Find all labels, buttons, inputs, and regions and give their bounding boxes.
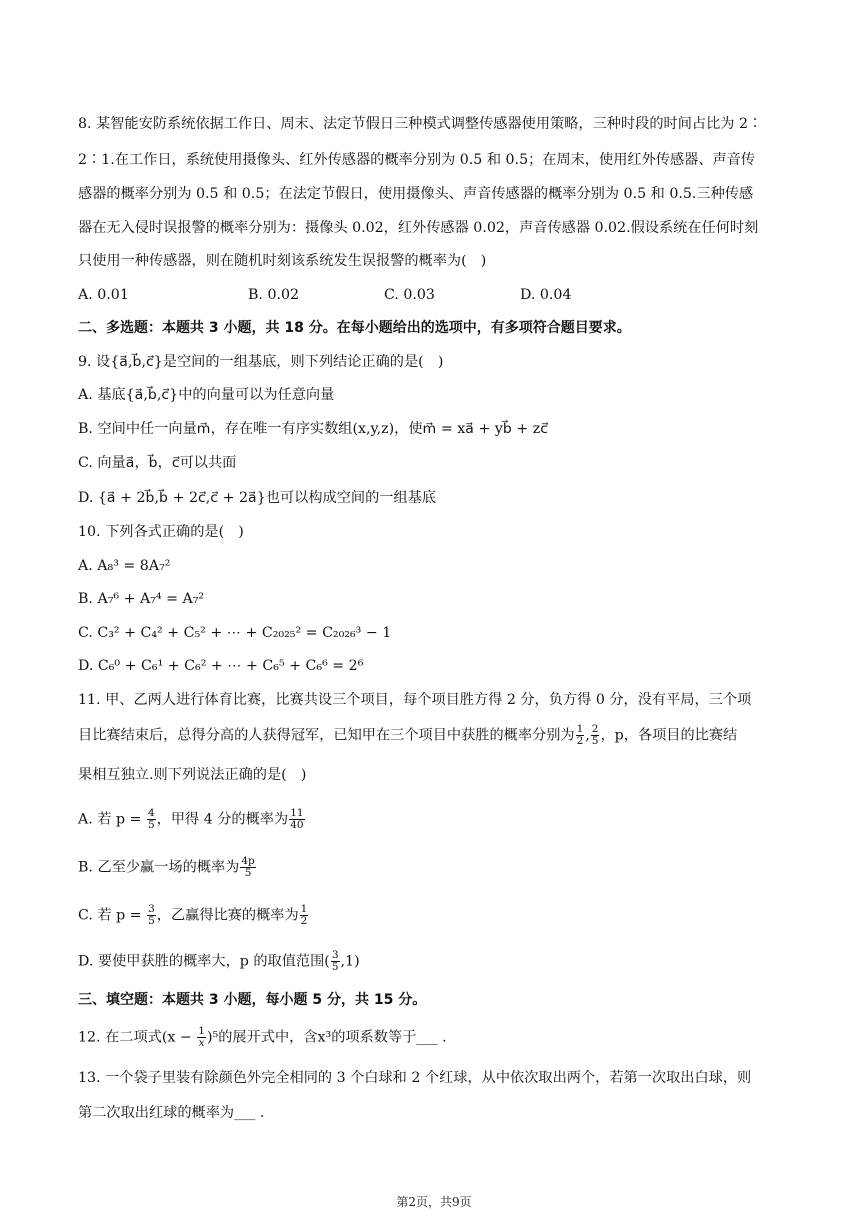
fraction-numerator: 2 xyxy=(591,723,599,735)
fraction-numerator: 11 xyxy=(290,807,304,819)
fraction-numerator: 4p xyxy=(241,855,255,867)
q9-option-d: D. {a⃗ + 2b⃗,b⃗ + 2c⃗,c⃗ + 2a⃗}也可以构成空间的一组基底 xyxy=(78,490,437,506)
q11-option-c-text: C. 若 p = xyxy=(78,907,147,924)
q11-option-a-text: A. 若 p = xyxy=(78,811,146,828)
fraction-numerator: 1 xyxy=(198,1025,205,1037)
section-3-heading: 三、填空题：本题共 3 小题，每小题 5 分，共 15 分。 xyxy=(78,992,427,1008)
fraction-denominator: x xyxy=(198,1037,205,1049)
q10-option-c: C. C₃² + C₄² + C₅² + ⋯ + C₂₀₂₅² = C₂₀₂₆³ − 1 xyxy=(78,625,392,641)
q10-option-a: A. A₈³ = 8A₇² xyxy=(78,558,171,574)
fraction-denominator: 5 xyxy=(591,735,599,747)
fraction-denominator: 2 xyxy=(576,735,584,747)
q8-line-5: 只使用一种传感器，则在随机时刻该系统发生误报警的概率为( ) xyxy=(78,253,487,269)
q11-option-d-tail: ,1) xyxy=(340,953,360,970)
q11-option-d-text: D. 要使甲获胜的概率大，p 的取值范围( xyxy=(78,953,330,970)
q13-line-2: 第二次取出红球的概率为___ . xyxy=(78,1105,265,1121)
fraction-denominator: 5 xyxy=(244,867,252,879)
fraction-one-half-c xyxy=(300,904,309,927)
fraction-numerator: 3 xyxy=(148,903,155,915)
fraction-denominator: 2 xyxy=(300,915,308,927)
q8-option-a: A. 0.01 xyxy=(78,287,129,303)
q11-line-2: 目比赛结束后，总得分高的人获得冠军，已知甲在三个项目中获胜的概率分别为 $\frac{1}{2}$ , $\frac{2}{5}$ ，p，各项目的比赛结 xyxy=(78,723,738,747)
fraction-numerator: 4 xyxy=(147,807,155,819)
q8-line-3: 感器的概率分别为 0.5 和 0.5；在法定节假日，使用摄像头、声音传感器的概率分别为 0.5 和 0.5.三种传感 xyxy=(78,186,754,202)
q11-option-b-text: B. 乙至少赢一场的概率为 xyxy=(78,859,240,876)
fraction-denominator: 40 xyxy=(290,819,304,831)
page-number-footer: 第2页，共9页 xyxy=(396,1195,472,1209)
fraction-denominator: 5 xyxy=(331,961,339,973)
fraction-numerator: 1 xyxy=(576,723,584,735)
fraction-one-half xyxy=(576,724,585,747)
q12-text-tail: )⁵的展开式中，含x³的项系数等于___ . xyxy=(206,1029,447,1046)
q11-line-3: 果相互独立.则下列说法正确的是( ) xyxy=(78,767,307,783)
fraction-three-fifths-d xyxy=(331,950,340,973)
fraction-three-fifths xyxy=(147,904,156,927)
q10-option-d: D. C₆⁰ + C₆¹ + C₆² + ⋯ + C₆⁵ + C₆⁶ = 2⁶ xyxy=(78,658,364,674)
fraction-numerator: 1 xyxy=(300,903,308,915)
fraction-eleven-fortieths xyxy=(289,808,304,831)
fraction-two-fifths xyxy=(591,724,600,747)
q11-line-2-text: 目比赛结束后，总得分高的人获得冠军，已知甲在三个项目中获胜的概率分别为 xyxy=(78,727,575,744)
q11-option-a xyxy=(78,808,306,831)
q8-line-2: 2∶1.在工作日，系统使用摄像头、红外传感器的概率分别为 0.5 和 0.5；在周末，使用红外传感器、声音传 xyxy=(78,152,756,168)
fraction-denominator: 5 xyxy=(148,915,155,927)
q12-text: 12. 在二项式(x − xyxy=(78,1029,197,1046)
q11-option-c xyxy=(78,904,309,927)
q10-stem: 10. 下列各式正确的是( ) xyxy=(78,524,244,540)
fraction-one-over-x xyxy=(197,1026,206,1049)
q9-stem: 9. 设{a⃗,b⃗,c⃗}是空间的一组基底，则下列结论正确的是( ) xyxy=(78,354,444,370)
fraction-denominator: 5 xyxy=(147,819,155,831)
q11-option-b xyxy=(78,856,257,879)
q12 xyxy=(78,1026,447,1049)
q11-option-d xyxy=(78,950,360,973)
fraction-four-fifths xyxy=(147,808,156,831)
q8-option-c: C. 0.03 xyxy=(384,287,435,303)
section-2-heading: 二、多选题：本题共 3 小题，共 18 分。在每小题给出的选项中，有多项符合题目要求。 xyxy=(78,320,631,336)
q13-line-1: 13. 一个袋子里装有除颜色外完全相同的 3 个白球和 2 个红球，从中依次取出两个，若第一次取出白球，则 xyxy=(78,1070,752,1086)
q9-option-c: C. 向量a⃗，b⃗，c⃗可以共面 xyxy=(78,455,237,471)
q8-line-1: 8. 某智能安防系统依据工作日、周末、法定节假日三种模式调整传感器使用策略，三种时段的时间占比为 2∶ xyxy=(78,116,763,132)
q11-option-c-text-2: ，乙赢得比赛的概率为 xyxy=(156,907,299,924)
q8-line-4: 器在无入侵时误报警的概率分别为：摄像头 0.02，红外传感器 0.02，声音传感器 0.02.假设系统在任何时刻 xyxy=(78,220,759,236)
q8-options xyxy=(78,285,571,305)
q11-line-2-tail: ，p，各项目的比赛结 xyxy=(600,727,738,744)
q8-option-d: D. 0.04 xyxy=(520,287,572,303)
q11-option-a-text-2: ，甲得 4 分的概率为 xyxy=(156,811,289,828)
q9-option-a: A. 基底{a⃗,b⃗,c⃗}中的向量可以为任意向量 xyxy=(78,387,335,403)
q11-line-1: 11. 甲、乙两人进行体育比赛，比赛共设三个项目，每个项目胜方得 2 分，负方得 0 分，没有平局，三个项 xyxy=(78,692,752,708)
q10-option-b: B. A₇⁶ + A₇⁴ = A₇² xyxy=(78,591,205,607)
q8-option-b: B. 0.02 xyxy=(248,287,300,303)
fraction-numerator: 3 xyxy=(331,949,339,961)
q9-option-b: B. 空间中任一向量m⃗，存在唯一有序实数组(x,y,z)，使m⃗ = xa⃗ + yb⃗ + zc⃗ xyxy=(78,421,549,437)
fraction-4p-fifths xyxy=(240,856,255,879)
